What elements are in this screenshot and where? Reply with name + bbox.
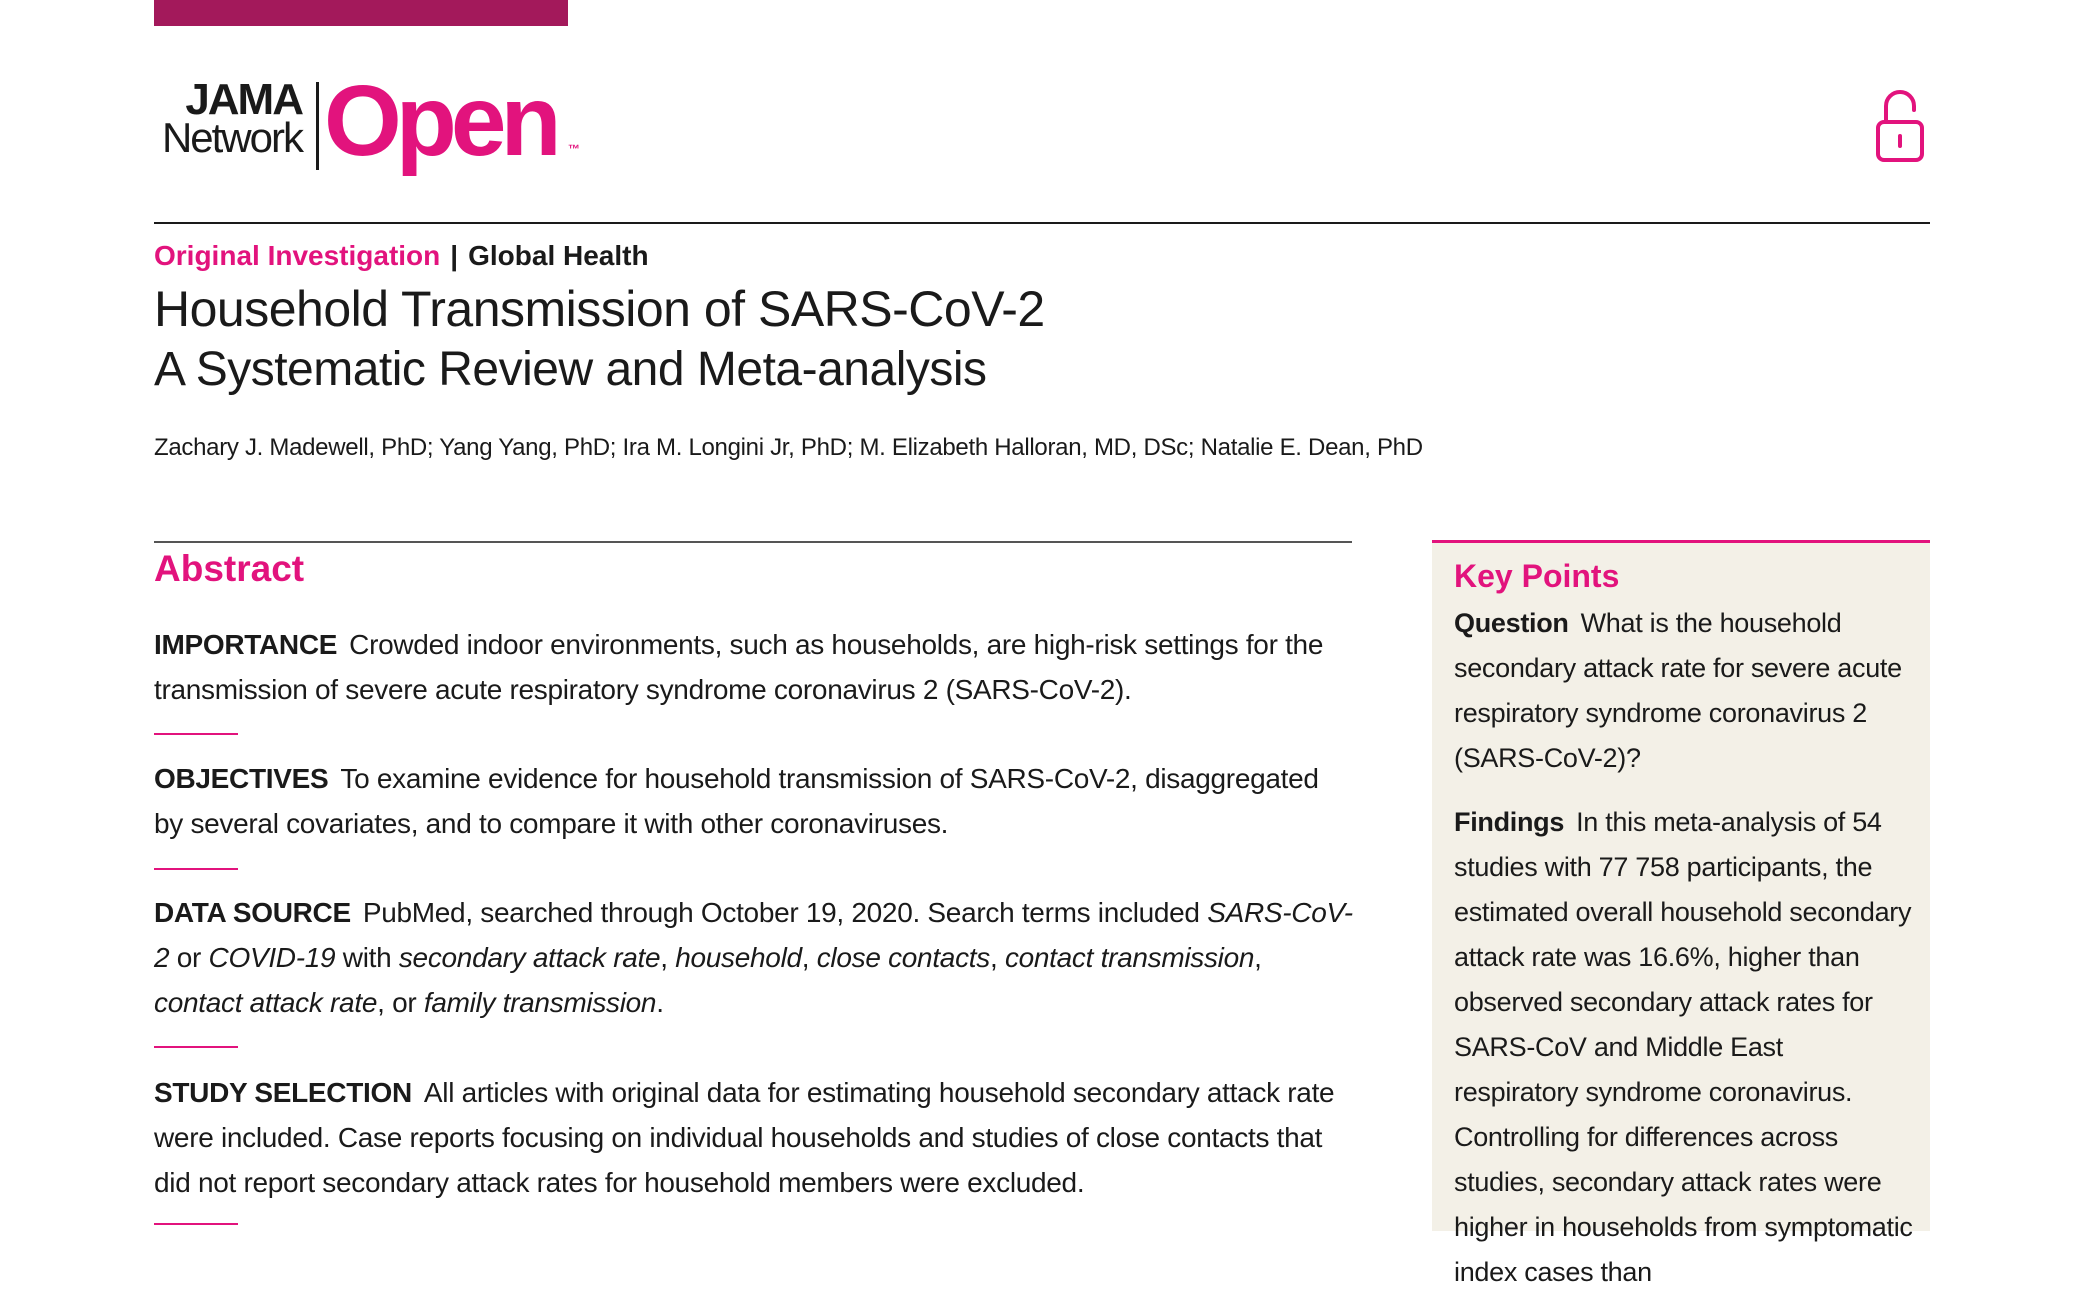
search-term: secondary attack rate	[398, 942, 661, 973]
search-term: contact attack rate	[154, 987, 378, 1018]
abstract-heading: Abstract	[154, 548, 305, 589]
search-term: family transmission	[423, 987, 657, 1018]
logo-network-text: Network	[161, 114, 302, 161]
logo-divider	[316, 82, 319, 170]
abstract-data-source: DATA SOURCE PubMed, searched through October 19, 2020. Search terms included SARS-CoV-2 or COVID-19 with secondary attack rate, household, close contacts, contact transmission, contact attack rate, or family transmission.	[154, 897, 1353, 1018]
abstract-objectives	[154, 756, 1354, 846]
importance-text: Crowded indoor environments, such as households, are high-risk settings for the transmission of severe acute respiratory syndrome coronavirus 2 (SARS-CoV-2).	[154, 629, 1324, 705]
data-source-text: PubMed, searched through October 19, 2020. Search terms included	[362, 897, 1200, 928]
data-source-label: DATA SOURCE	[154, 897, 351, 928]
open-lock-icon	[1876, 88, 1924, 162]
abstract-importance	[154, 622, 1354, 712]
search-term: contact transmission	[1004, 942, 1255, 973]
search-term: SARS-CoV-2	[154, 897, 1353, 973]
question-text: What is the household secondary attack rate for severe acute respiratory syndrome coronavirus 2 (SARS-CoV-2)?	[1454, 608, 1902, 773]
header-rule	[154, 222, 1930, 224]
logo-jama-text: JAMA	[185, 75, 302, 124]
article-authors: Zachary J. Madewell, PhD; Yang Yang, PhD; Ira M. Longini Jr, PhD; M. Elizabeth Halloran, MD, DSc; Natalie E. Dean, PhD	[154, 434, 1423, 461]
journal-logo[interactable]	[152, 65, 602, 177]
search-term: COVID-19	[208, 942, 336, 973]
objectives-text: To examine evidence for household transmission of SARS-CoV-2, disaggregated by several covariates, and to compare it with other coronaviruses.	[154, 763, 1319, 839]
data-source-text: with	[342, 942, 392, 973]
key-points-heading: Key Points	[1454, 558, 1620, 594]
importance-label: IMPORTANCE	[154, 629, 338, 660]
key-points-findings	[1454, 800, 1914, 1295]
key-points-question	[1454, 601, 1914, 781]
data-source-text: or	[176, 942, 202, 973]
search-term: close contacts	[816, 942, 990, 973]
objectives-label: OBJECTIVES	[154, 763, 329, 794]
journal-color-bar	[154, 0, 568, 26]
abstract-study-selection	[154, 1070, 1354, 1205]
article-kicker	[154, 238, 649, 274]
article-title: Household Transmission of SARS-CoV-2	[154, 281, 1045, 337]
search-term: household	[675, 942, 802, 973]
logo-trademark: ™	[568, 142, 580, 156]
kicker-separator: |	[450, 240, 459, 271]
question-label: Question	[1454, 608, 1569, 638]
findings-label: Findings	[1454, 807, 1565, 837]
section-separator	[154, 1046, 238, 1048]
findings-text: In this meta-analysis of 54 studies with 77 758 participants, the estimated overall household secondary attack rate was 16.6%, higher than observed secondary attack rates for SARS-CoV and Middle East respiratory syndrome coronavirus. Controlling for differences across studies, secondary attack rates were higher in households from symptomatic index cases than	[1454, 807, 1913, 1287]
section-separator	[154, 733, 238, 735]
article-category[interactable]: Original Investigation	[154, 240, 441, 271]
section-separator	[154, 868, 238, 870]
section-separator	[154, 1223, 238, 1225]
data-source-text: or	[392, 987, 417, 1018]
article-subcategory[interactable]: Global Health	[468, 240, 649, 271]
study-selection-text: All articles with original data for estimating household secondary attack rate were included. Case reports focusing on individual households and studies of close contacts that did not report secondary attack rates for household members were excluded.	[154, 1077, 1335, 1198]
logo-open-text: Open	[324, 65, 556, 177]
key-points-box	[1432, 540, 1930, 1287]
article-subtitle: A Systematic Review and Meta-analysis	[154, 343, 987, 396]
abstract-rule	[154, 541, 1352, 543]
study-selection-label: STUDY SELECTION	[154, 1077, 412, 1108]
